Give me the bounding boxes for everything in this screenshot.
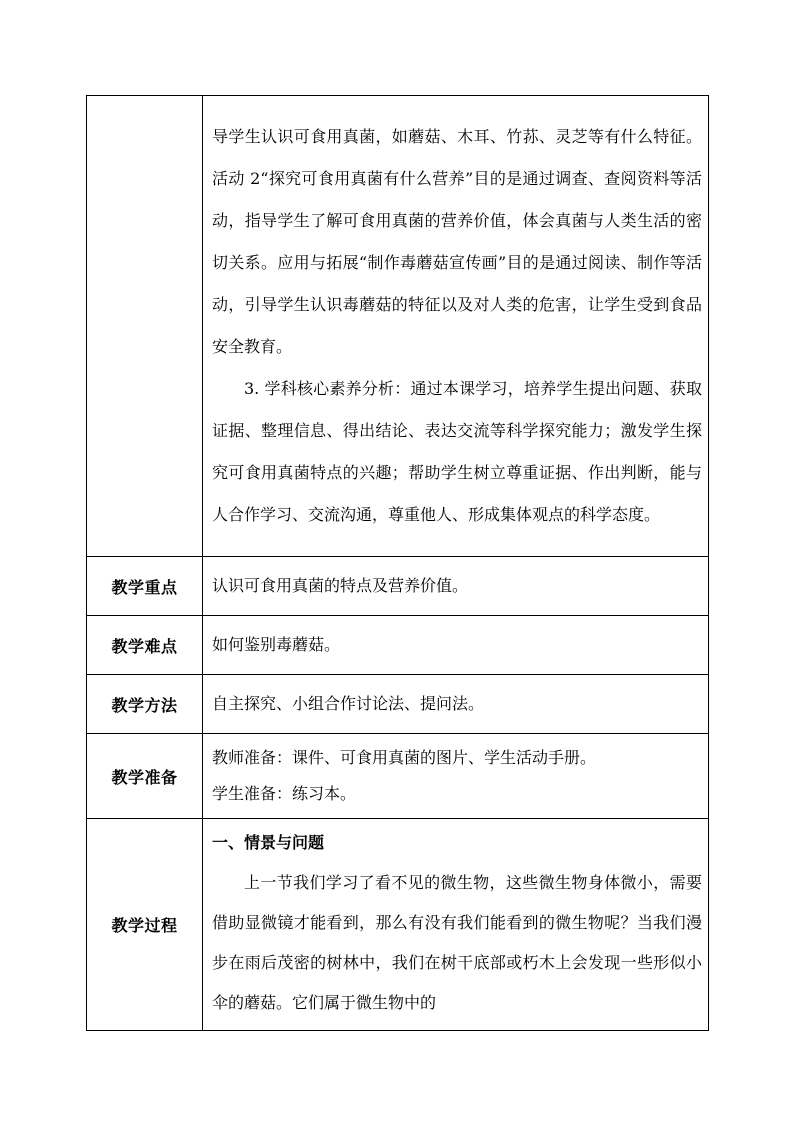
key-points-content: 认识可食用真菌的特点及营养价值。 <box>203 557 709 616</box>
process-heading: 一、情景与问题 <box>212 833 325 852</box>
methods-row <box>87 675 709 734</box>
lesson-plan-table <box>86 95 709 1031</box>
intro-row <box>87 96 709 557</box>
preparation-row <box>87 734 709 819</box>
intro-label-cell <box>87 96 203 557</box>
student-preparation: 学生准备：练习本。 <box>212 784 357 803</box>
methods-label: 教学方法 <box>87 675 203 734</box>
process-content <box>203 819 709 1031</box>
difficult-points-content: 如何鉴别毒蘑菇。 <box>203 616 709 675</box>
preparation-label: 教学准备 <box>87 734 203 819</box>
intro-paragraph-1: 导学生认识可食用真菌，如蘑菇、木耳、竹荪、灵芝等有什么特征。活动 2“探究可食用真菌有什么营养”目的是通过调查、查阅资料等活动，指导学生了解可食用真菌的营养价值，体会真菌与人类生活的密切关系。应用与拓展“制作毒蘑菇宣传画”目的是通过阅读、制作等活动，引导学生认识毒蘑菇的特征以及对人类的危害，让学生受到食品安全教育。 <box>212 127 702 356</box>
difficult-points-row <box>87 616 709 675</box>
difficult-points-label: 教学难点 <box>87 616 203 675</box>
intro-paragraph-2: 3. 学科核心素养分析：通过本课学习，培养学生提出问题、获取证据、整理信息、得出结论、表达交流等科学探究能力；激发学生探究可食用真菌特点的兴趣；帮助学生树立尊重证据、作出判断，能与人合作学习、交流沟通，尊重他人、形成集体观点的科学态度。 <box>212 379 702 524</box>
methods-content: 自主探究、小组合作讨论法、提问法。 <box>203 675 709 734</box>
key-points-label: 教学重点 <box>87 557 203 616</box>
preparation-content <box>203 734 709 819</box>
process-label: 教学过程 <box>87 819 203 1031</box>
process-row <box>87 819 709 1031</box>
key-points-row <box>87 557 709 616</box>
teacher-preparation: 教师准备：课件、可食用真菌的图片、学生活动手册。 <box>212 748 597 767</box>
process-paragraph: 上一节我们学习了看不见的微生物，这些微生物身体微小，需要借助显微镜才能看到，那么有没有我们能看到的微生物呢？当我们漫步在雨后茂密的树林中，我们在树干底部或朽木上会发现一些形似小伞的蘑菇。它们属于微生物中的 <box>212 873 702 1012</box>
intro-content-cell <box>203 96 709 557</box>
